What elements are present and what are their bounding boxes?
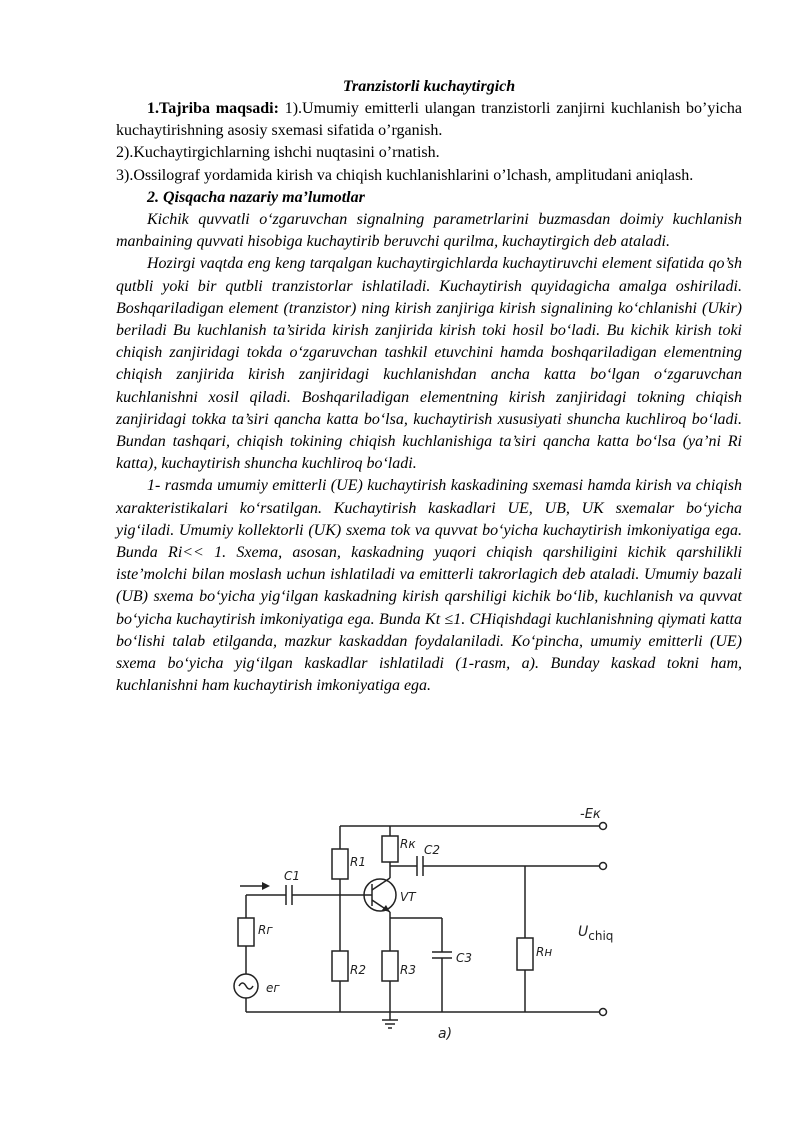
section-goals — [116, 98, 742, 697]
goal-2: 2).Kuchaytirgichlarning ishchi nuqtasini o’rnatish. — [116, 144, 440, 162]
output-terminal — [600, 863, 607, 870]
goal-1 — [116, 98, 742, 142]
theory-paragraph-1: Kichik quvvatli o‘zgaruvchan signalning parametrlarini buzmasdan doimiy kuchlanish manbaining quvvati hisobiga kuchaytirib beruvchi qurilma, kuchaytirgich deb ataladi. — [116, 211, 742, 251]
document-title: Tranzistorli kuchaytirgich — [342, 78, 516, 95]
resistor-rg — [238, 918, 254, 946]
label-c3: C3 — [456, 951, 473, 965]
label-r2: R2 — [350, 963, 366, 977]
label-c2: C2 — [424, 843, 441, 857]
resistor-rk — [382, 836, 398, 862]
label-uout: Uchiq — [578, 924, 614, 943]
label-eg: eг — [266, 981, 280, 995]
goal-1-text: 1).Umumiy emitterli ulangan tranzistorli zanjirni kuchlanish bo’yicha kuchaytirishning asosiy sxemasi sifatida o’rganish. — [116, 100, 743, 140]
label-rg: Rг — [258, 923, 273, 937]
label-c1: C1 — [284, 869, 301, 883]
resistor-rn — [517, 938, 533, 970]
theory-paragraph-2: Hozirgi vaqtda eng keng tarqalgan kuchaytirgichlarda kuchaytiruvchi element sifatida qo’sh qutbli yoki bir qutbli tranzistorlar ishlatiladi. Kuchaytirish quyidagicha amalga oshiriladi. Boshqariladigan element (tranzistor) ning kirish zanjiriga kirish signalining ko‘chlanishi (Ukir) beriladi Bu kuchlanish ta’sirida kirish zanjirida kirish toki hosil bo‘ladi. Bu kichik kirish toki chiqish zanjiridagi tokda o‘zgaruvchan tashkil etuvchini hamda boshqariladigan elementning chiqish zanjirida kirish zanjiridagi kuchlanishdan ancha katta bo‘lgan o‘zgaruvchan kuchlanishni xosil qiladi. Boshqariladigan elementning kirish zanjiridagi tokning chiqish zanjiridagi tokka ta’siri qancha katta bo‘lsa, kuchaytirish xususiyati shuncha kuchliroq bo‘ladi. Bundan tashqari, chiqish tokining chiqish kuchlanishiga ta’siri qancha katta bo‘lsa (ya’ni Ri katta), kuchaytirish shuncha kuchliroq bo‘ladi. — [116, 255, 742, 473]
ground-terminal — [600, 1009, 607, 1016]
goal-3: 3).Ossilograf yordamida kirish va chiqish kuchlanishlarini o’lchash, amplitudani aniqlash. — [116, 166, 694, 184]
theory-paragraph-3: 1- rasmda umumiy emitterli (UE) kuchaytirish kaskadining sxemasi hamda kirish va chiqish xarakteristikalari ko‘rsatilgan. Kuchaytirish kaskadlari UE, UB, UK sxemalar bo‘yicha yig‘iladi. Umumiy kollektorli (UK) sxema tok va quvvat bo‘yicha kuchaytirish imkoniyatiga ega. Bunda Ri<< 1. Sxema, asosan, kaskadning yuqori chiqish qarshiligini kichik qarshilikli iste’molchi bilan moslash uchun ishlatiladi va emitterli takrorlagich deb ataladi. Umumiy bazali (UB) sxema bo‘yicha yig‘ilgan kaskadning kirish qarshiligi kichik bo‘lib, kuchlanish va quvvat bo‘yicha kuchaytirish imkoniyatiga ega. Bunda Kt ≤1. CHiqishdagi kuchlanishning qiymati katta bo‘lishi talab etilganda, mazkur kaskaddan foydalaniladi. Ko‘pincha, umumiy emitterli (UE) sxema bo‘yicha yig‘ilgan kaskadlar ishlatiladi (1-rasm, a). Bunday kaskad tokni ham, kuchlanishni ham kuchaytirish imkoniyatiga ega. — [116, 477, 742, 695]
resistor-r1 — [332, 849, 348, 879]
label-vt: VT — [400, 890, 416, 904]
resistor-r2 — [332, 951, 348, 981]
section-1-heading: 1.Tajriba maqsadi: — [147, 100, 279, 117]
resistor-r3 — [382, 951, 398, 981]
label-rk: Rк — [400, 837, 416, 851]
figure-caption: a) — [438, 1026, 453, 1042]
label-r1: R1 — [350, 855, 366, 869]
supply-label: -Eк — [580, 807, 601, 822]
section-2-heading: 2. Qisqacha nazariy ma’lumotlar — [147, 188, 365, 206]
label-rn: Rн — [536, 945, 553, 959]
amplifier-circuit-diagram — [220, 806, 640, 1046]
supply-terminal — [600, 823, 607, 830]
label-r3: R3 — [400, 963, 416, 977]
